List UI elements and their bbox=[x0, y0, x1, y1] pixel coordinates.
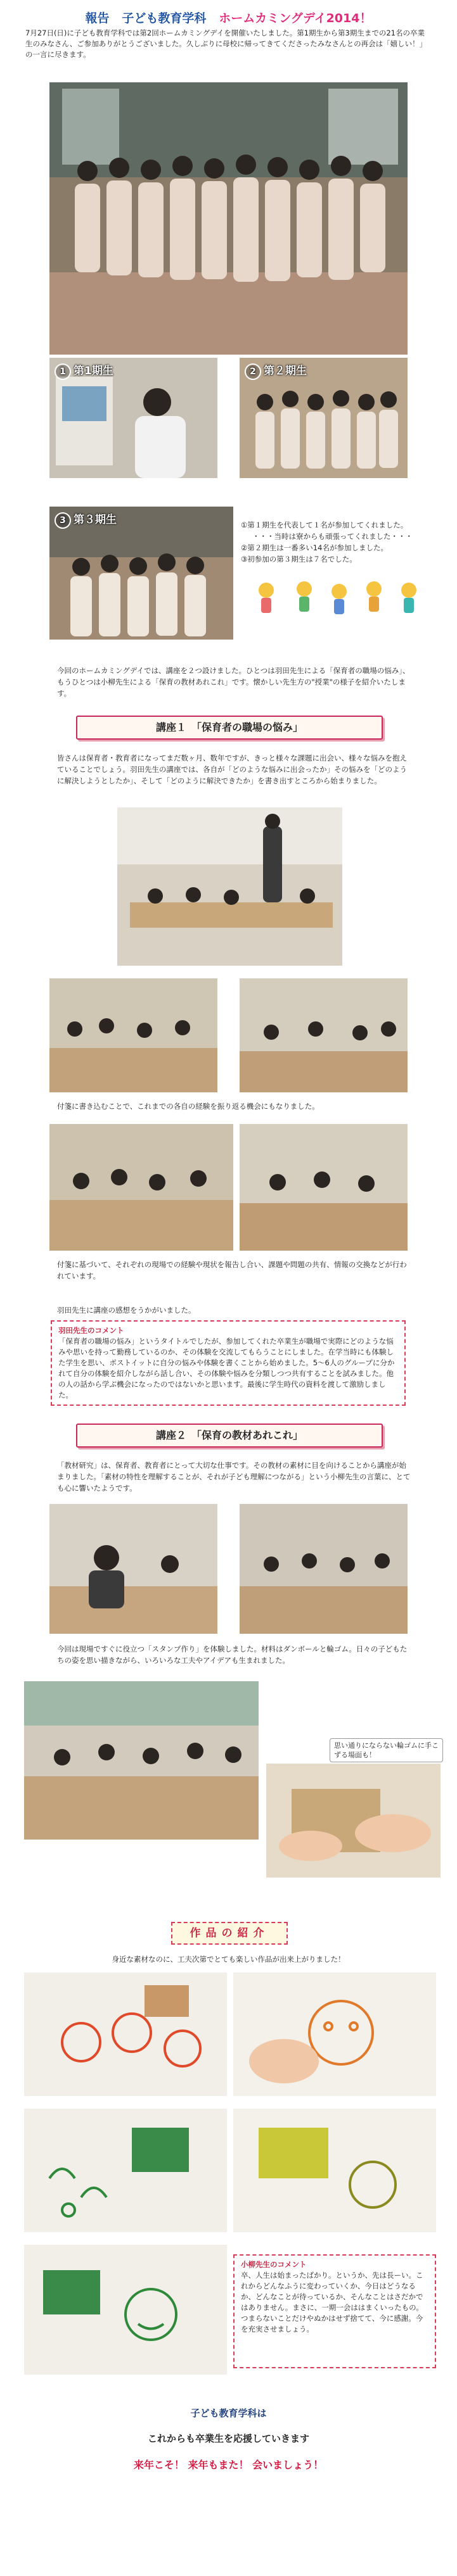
photo-stamp-work-2 bbox=[233, 1973, 436, 2096]
event-name: ホームカミングデイ2014！ bbox=[219, 11, 372, 25]
hata-comment-heading: 羽田先生のコメント bbox=[58, 1326, 124, 1335]
caption-2: 付箋に基づいて、それぞれの現場での経験や現状を報告し合い、課題や問題の共有、情報の交換などが行われています。 bbox=[57, 1260, 407, 1280]
photo-third-cohort bbox=[49, 507, 233, 640]
footer-line-2: これからも卒業生を応援していきます bbox=[147, 2433, 309, 2444]
koyanagi-comment-box bbox=[233, 2254, 436, 2368]
photo-lecture1-b bbox=[49, 978, 217, 1092]
koyanagi-comment-text: 卒、人生は始まったばかり。というか、先は長ーい。これからどんなふうに変わっていくか、今日はどうなるか、どんなことが待っているか、そんなことはさだかではありません。まさに、一期一会ははまくいったもの。つまらないことだけやぬかはせず捨てて、今に感謝。今を充実させましょう。 bbox=[241, 2271, 423, 2333]
photo-stamp-work-1 bbox=[24, 1973, 227, 2096]
footer-line-3: 来年こそ！ 来年もまた！ 会いましょう！ bbox=[133, 2459, 324, 2471]
photo-lecture2-b bbox=[240, 1504, 408, 1634]
lecture2-text: 「教材研究」は、保育者、教育者にとって大切な仕事です。その教材の素材に目を向けることから講座が始まりました。「素材の特性を理解することが、それが子ども理解につながる」という小柳先生の言葉に、とても心に響いたようです。 bbox=[57, 1461, 411, 1493]
hata-comment-box bbox=[51, 1320, 406, 1406]
note-1: ①第１期生を代表して１名が参加してくれました。 bbox=[241, 521, 408, 529]
footer-line-1: 子ども教育学科は bbox=[190, 2408, 267, 2419]
photo-first-cohort bbox=[49, 358, 217, 478]
page-title bbox=[0, 9, 457, 26]
photo-stamp-work-3 bbox=[24, 2109, 227, 2232]
children-illustration bbox=[250, 576, 422, 621]
lecture1-title: 講座１ 「保育者の職場の悩み」 bbox=[76, 716, 383, 740]
rubber-band-bubble: 思い通りにならない輪ゴムに手こずる場面も！ bbox=[330, 1738, 443, 1762]
department-name: 子ども教育学科 bbox=[122, 11, 207, 25]
photo-stamp-work-4 bbox=[233, 2109, 436, 2232]
tag-second: 2 第２期生 bbox=[245, 362, 307, 380]
cohort-notes bbox=[241, 519, 450, 565]
photo-lecture1-c bbox=[240, 978, 408, 1092]
photo-rubber-band bbox=[266, 1764, 441, 1878]
note-4: ③初参加の第３期生は７名でした。 bbox=[241, 555, 357, 564]
photo-lecture1-a bbox=[117, 807, 342, 966]
photo-lecture2-a bbox=[49, 1504, 217, 1634]
photo-stamp-work-5 bbox=[24, 2245, 227, 2375]
caption-3: 今回は現場ですぐに役立つ「スタンプ作り」を体験しました。材料はダンボールと輪ゴム。日々の子どもたちの姿を思い描きながら、いろいろな工夫やアイデアも生まれました。 bbox=[57, 1645, 408, 1665]
tag-third: 3 第３期生 bbox=[55, 510, 117, 529]
caption-1: 付箋に書き込むことで、これまでの各自の経験を振り返る機会にもなりました。 bbox=[57, 1102, 319, 1111]
report-label: 報告 bbox=[85, 11, 110, 25]
lecture1-text: 皆さんは保育者・教育者になってまだ数ヶ月、数年ですが、きっと様々な課題に出会い、様々な悩みを抱えていることでしょう。羽田先生の講座では、各自が「どのような悩みに出会ったか」その悩みを「どのように解決しようとしたか」、そして「どのように解決できたか」を書き出すところから始まりました。 bbox=[57, 754, 407, 785]
hata-lead: 羽田先生に講座の感想をうかがいました。 bbox=[57, 1306, 196, 1315]
intro-text: 7月27日(日)に子ども教育学科では第2回ホームカミングデイを開催いたしました。第1期生から第3期生までの21名の卒業生のみなさん、ご参加ありがとうございました。久しぶりに母校に帰ってきてくださったみなさんとの再会は「嬉しい！」の一言に尽きます。 bbox=[25, 28, 427, 59]
lectures-intro: 今回のホームカミングデイでは、講座を２つ設けました。ひとつは羽田先生による「保育者の職場の悩み」、もうひとつは小柳先生による「保育の教材あれこれ」です。懐かしい先生方の"授業"の様子を紹介いたします。 bbox=[57, 666, 410, 698]
photo-stamp-workshop bbox=[24, 1681, 259, 1840]
photo-lecture1-d bbox=[49, 1124, 233, 1251]
tag-first: 1 第1期生 bbox=[55, 362, 113, 380]
note-2: ・・・当時は寮からも頑張ってくれました・・・ bbox=[252, 532, 413, 541]
lecture2-title: 講座２ 「保育の教材あれこれ」 bbox=[76, 1424, 383, 1448]
group-photo bbox=[49, 82, 408, 355]
hata-comment-text: 「保育者の職場の悩み」というタイトルでしたが、参加してくれた卒業生が職場で実際にどのような悩みや思いを持って勤務しているのか、その体験を交流してもらうことにしました。在学当時にも体験した学生を思い、ポストイットに自分の悩みや体験を書くことから始めました。5〜6人のグループに分かれて自分の体験を紹介しながら話し合い、その体験や悩みを分類しつつ共有することを試みました。他の人の話から学ぶ機会になったのではないかと思います。最後に学生時代の資料を渡して激励しました。 bbox=[58, 1337, 395, 1399]
note-3: ②第２期生は一番多い14名が参加しました。 bbox=[241, 543, 388, 552]
koyanagi-comment-heading: 小柳先生のコメント bbox=[241, 2260, 307, 2269]
photo-lecture1-e bbox=[240, 1124, 408, 1251]
photo-second-cohort bbox=[240, 358, 408, 478]
works-title: 作品の紹介 bbox=[171, 1922, 288, 1945]
works-caption: 身近な素材なのに、工夫次第でとても楽しい作品が出来上がりました！ bbox=[112, 1955, 345, 1964]
